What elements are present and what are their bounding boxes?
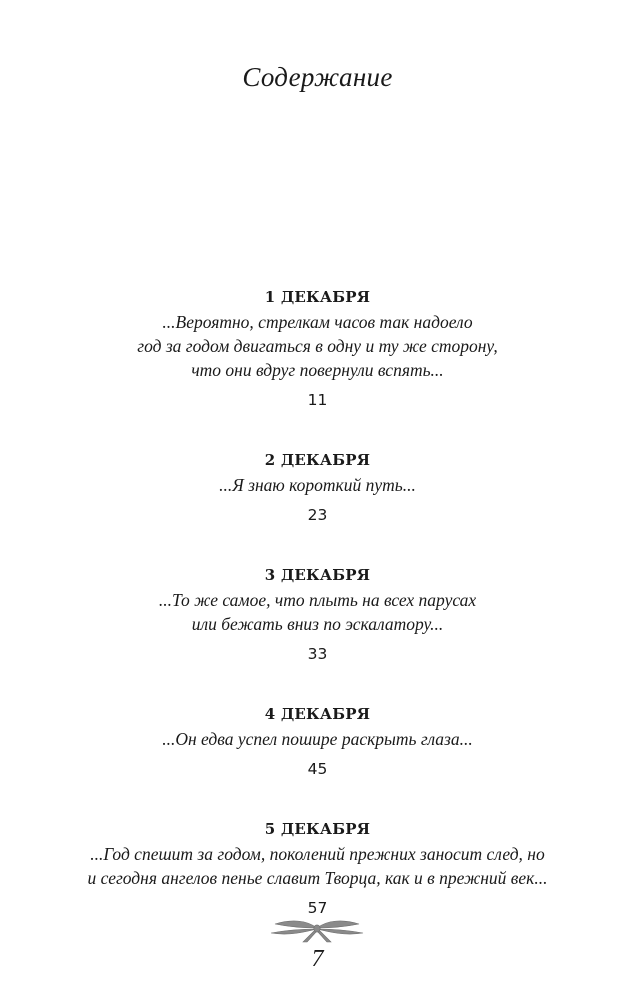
contents-entry[interactable] [0, 703, 635, 780]
contents-entry[interactable] [0, 449, 635, 526]
excerpt-line: или бежать вниз по эскалатору... [191, 614, 444, 634]
entry-excerpt [0, 310, 635, 382]
excerpt-line: и сегодня ангелов пенье славит Творца, как и в прежний век... [87, 868, 548, 888]
contents-entry[interactable] [0, 818, 635, 919]
entry-page-number: 45 [307, 760, 328, 778]
excerpt-line: год за годом двигаться в одну и ту же сторону, [137, 336, 498, 356]
excerpt-line: ...Год спешит за годом, поколений прежних заносит след, но [90, 844, 545, 864]
entry-page-number: 33 [307, 645, 328, 663]
entry-page-number: 11 [307, 391, 328, 409]
excerpt-line: что они вдруг повернули вспять... [191, 360, 444, 380]
contents-entry[interactable] [0, 564, 635, 665]
page-number: 7 [311, 946, 324, 972]
bow-ornament-icon [267, 916, 367, 944]
entry-date: 5 ДЕКАБРЯ [264, 820, 371, 838]
entry-date: 1 ДЕКАБРЯ [264, 288, 371, 306]
contents-list [0, 286, 635, 957]
entry-excerpt [0, 727, 635, 751]
entry-date: 2 ДЕКАБРЯ [264, 451, 371, 469]
entry-excerpt [0, 842, 635, 890]
entry-date: 3 ДЕКАБРЯ [264, 566, 371, 584]
entry-page-number: 23 [307, 506, 328, 524]
excerpt-line: ...Я знаю короткий путь... [219, 475, 416, 495]
excerpt-line: ...Он едва успел пошире раскрыть глаза... [162, 729, 473, 749]
entry-excerpt [0, 473, 635, 497]
excerpt-line: ...То же самое, что плыть на всех парусах [158, 590, 477, 610]
entry-page-number: 57 [307, 899, 328, 917]
entry-excerpt [0, 588, 635, 636]
contents-entry[interactable] [0, 286, 635, 411]
page-title: Содержание [242, 62, 393, 92]
excerpt-line: ...Вероятно, стрелкам часов так надоело [162, 312, 473, 332]
entry-date: 4 ДЕКАБРЯ [264, 705, 371, 723]
